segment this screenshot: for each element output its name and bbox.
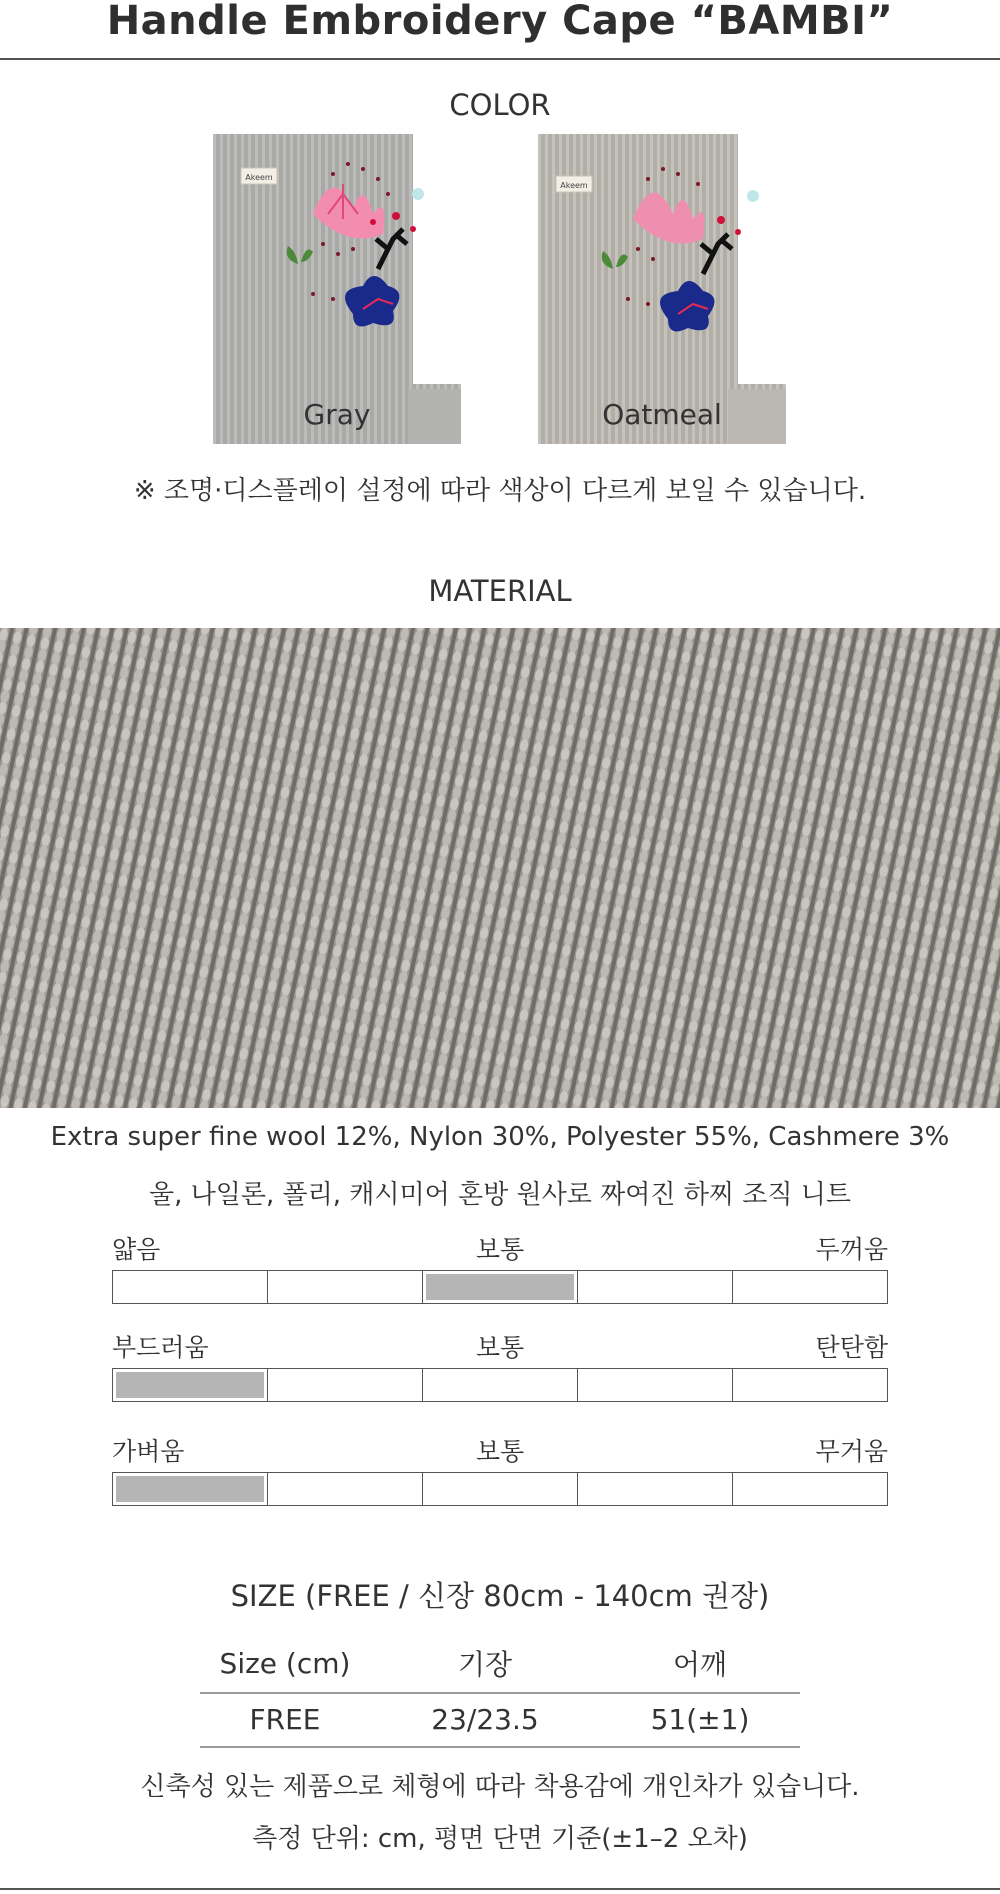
size-cell: FREE	[249, 1702, 321, 1736]
scale-cell	[113, 1271, 268, 1303]
scale-cell	[733, 1369, 887, 1401]
weight-right-label: 무거움	[815, 1437, 888, 1466]
color-disclaimer: ※ 조명·디스플레이 설정에 따라 색상이 다르게 보일 수 있습니다.	[133, 476, 867, 506]
scale-cell-selected	[113, 1369, 268, 1401]
title-divider	[0, 58, 1000, 60]
scale-cell-selected	[423, 1271, 578, 1303]
scale-cell	[268, 1271, 423, 1303]
color-heading: COLOR	[449, 88, 551, 122]
thickness-left-label: 얇음	[112, 1235, 161, 1264]
weight-left-label: 가벼움	[112, 1437, 185, 1466]
material-heading: MATERIAL	[428, 574, 572, 608]
softness-left-label: 부드러움	[112, 1333, 209, 1362]
scale-cell	[578, 1473, 733, 1505]
softness-scale	[112, 1368, 888, 1402]
length-col-header: 기장	[457, 1648, 513, 1681]
scale-cell	[423, 1369, 578, 1401]
length-cell: 23/23.5	[431, 1702, 539, 1736]
scale-cell	[578, 1271, 733, 1303]
table-divider	[200, 1692, 800, 1694]
size-table	[200, 1636, 800, 1746]
shoulder-col-header: 어깨	[672, 1648, 728, 1681]
size-heading: SIZE (FREE / 신장 80cm - 140cm 권장)	[230, 1579, 770, 1613]
scale-cell	[733, 1473, 887, 1505]
scale-cell	[423, 1473, 578, 1505]
scale-cell	[268, 1369, 423, 1401]
scale-cell	[578, 1369, 733, 1401]
scale-cell	[268, 1473, 423, 1505]
color-name-gray: Gray	[303, 398, 371, 431]
color-name-oatmeal: Oatmeal	[602, 398, 722, 431]
brand-tag: Akeem	[560, 181, 588, 190]
size-col-header: Size (cm)	[219, 1646, 351, 1680]
material-description: 울, 나일론, 폴리, 캐시미어 혼방 원사로 짜여진 하찌 조직 니트	[149, 1180, 851, 1210]
softness-right-label: 탄탄함	[815, 1333, 888, 1362]
table-divider	[200, 1746, 800, 1748]
weight-middle-label: 보통	[475, 1437, 525, 1466]
page-title: Handle Embroidery Cape “BAMBI”	[106, 0, 894, 44]
bottom-divider	[0, 1888, 1000, 1890]
size-table-header	[200, 1636, 800, 1690]
thickness-middle-label: 보통	[475, 1235, 525, 1264]
scale-cell-selected	[113, 1473, 268, 1505]
shoulder-cell: 51(±1)	[650, 1702, 750, 1736]
brand-tag: Akeem	[245, 173, 273, 182]
softness-middle-label: 보통	[475, 1333, 525, 1362]
material-texture-image	[0, 628, 1000, 1108]
scale-cell	[733, 1271, 887, 1303]
weight-scale	[112, 1472, 888, 1506]
thickness-right-label: 두꺼움	[815, 1235, 888, 1264]
size-note-measurement: 측정 단위: cm, 평면 단면 기준(±1–2 오차)	[252, 1824, 748, 1854]
table-row	[200, 1692, 800, 1746]
thickness-scale	[112, 1270, 888, 1304]
material-composition: Extra super fine wool 12%, Nylon 30%, Polyester 55%, Cashmere 3%	[50, 1122, 950, 1152]
size-note-fit: 신축성 있는 제품으로 체형에 따라 착용감에 개인차가 있습니다.	[140, 1772, 860, 1802]
